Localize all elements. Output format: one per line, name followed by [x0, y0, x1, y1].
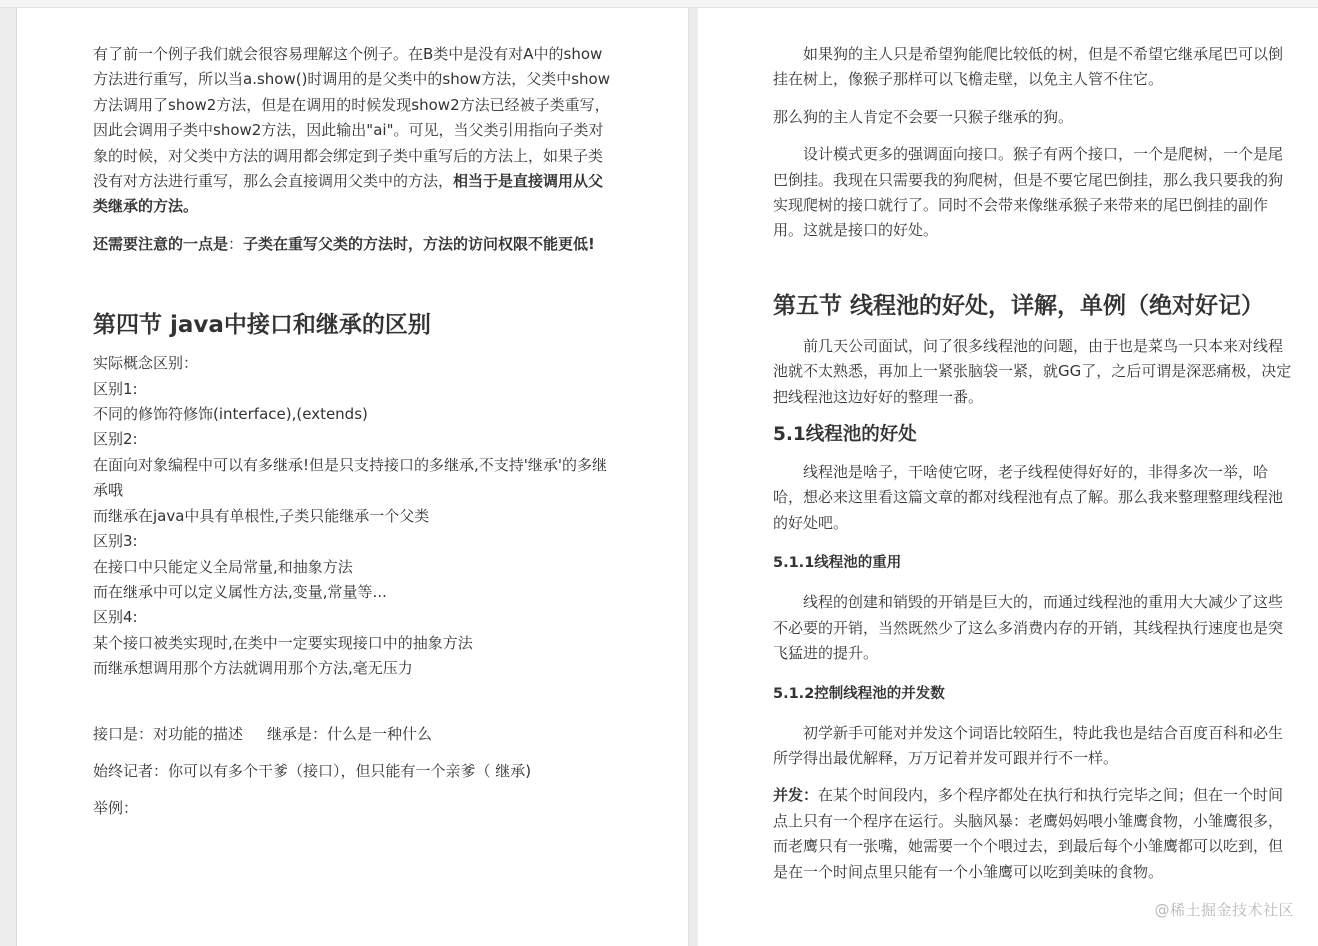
- paragraph-emphasis: 相当于是直接调用从父类继承的方法。: [93, 172, 604, 216]
- difference-line: 实际概念区别：: [93, 354, 199, 373]
- paragraph-remember: 始终记者：你可以有多个干爹（接口），但只能有一个亲爹（ 继承): [93, 761, 532, 780]
- paragraph-concurrency-intro: 初学新手可能对并发这个词语比较陌生，特此我也是结合百度百科和必生所学得出最优解释，万万记着并发可跟并行不一样。: [773, 723, 1284, 767]
- watermark: @稀土掘金技术社区: [1154, 901, 1294, 919]
- difference-line: 某个接口被类实现时,在类中一定要实现接口中的抽象方法: [93, 633, 473, 652]
- concurrency-label: 并发：: [773, 786, 819, 805]
- interface-definition: 接口是：对功能的描述: [93, 724, 244, 743]
- difference-list: [93, 351, 613, 681]
- paragraph-definitions: [93, 722, 613, 747]
- difference-line: 在面向对象编程中可以有多继承!但是只支持接口的多继承,不支持'继承'的多继承哦: [93, 455, 608, 500]
- note-separator: ：: [228, 234, 244, 253]
- note-label: 还需要注意的一点是: [93, 234, 229, 253]
- paragraph-interview: 前几天公司面试，问了很多线程池的问题，由于也是菜鸟一只本来对线程池就不太熟悉，再加上一紧张脑袋一紧，就GG了，之后可谓是深恶痛极，决定把线程池这边好好的整理一番。: [773, 336, 1292, 406]
- viewer-left-margin: [0, 8, 17, 946]
- difference-line: 区别2:: [93, 430, 138, 449]
- concurrency-text: 在某个时间段内，多个程序都处在执行和执行完毕之间；但在一个时间点上只有一个程序在运行。头脑风暴：老鹰妈妈喂小雏鹰食物，小雏鹰很多，而老鹰只有一张嘴，她需要一个个喂过去，到最后每个小雏鹰都可以吃到，但是在一个时间点里只能有一个小雏鹰可以吃到美味的食物。: [773, 786, 1284, 881]
- paragraph-concurrency-definition: [773, 783, 1293, 885]
- paragraph-override-explanation: [93, 42, 613, 220]
- inheritance-definition: 继承是：什么是一种什么: [267, 724, 433, 743]
- viewer-top-bar: [0, 0, 1318, 8]
- paragraph-dog-owner: 如果狗的主人只是希望狗能爬比较低的树，但是不希望它继承尾巴可以倒挂在树上，像猴子那样可以飞檐走壁，以免主人管不住它。: [773, 45, 1284, 89]
- difference-line: 区别1:: [93, 379, 138, 398]
- difference-line: 而继承在java中具有单根性,子类只能继承一个父类: [93, 506, 430, 525]
- paragraph-text: 有了前一个例子我们就会很容易理解这个例子。在B类中是没有对A中的show方法进行重写，所以当a.show()时调用的是父类中的show方法，父类中show方法调用了show2方法，但是在调用的时候发现show2方法已经被子类重写，因此会调用子类中show2方法，因此输出"ai"。可见，当父类引用指向子类对象的时候，对父类中方法的调用都会绑定到子类中重写后的方法上，如果子类没有对方法进行重写，那么会直接调用父类中的方法，: [93, 45, 610, 191]
- subsection-heading-5-1: 5.1线程池的好处: [773, 424, 917, 446]
- paragraph-reuse: 线程的创建和销毁的开销是巨大的，而通过线程池的重用大大减少了这些不必要的开销，当然既然少了这么多消费内存的开销，其线程执行速度也是突飞猛进的提升。: [773, 593, 1284, 663]
- difference-line: 区别3:: [93, 532, 138, 551]
- page-left-content: [93, 42, 613, 834]
- paragraph-what-is-pool: 线程池是啥子，干啥使它呀，老子线程使得好好的，非得多次一举，哈哈，想必来这里看这篇文章的都对线程池有点了解。那么我来整理整理线程池的好处吧。: [773, 463, 1284, 532]
- paragraph-monkey-dog: 那么狗的主人肯定不会要一只猴子继承的狗。: [773, 107, 1074, 126]
- document-page-left: [17, 8, 688, 946]
- difference-line: 而继承想调用那个方法就调用那个方法,毫无压力: [93, 659, 413, 678]
- section-heading-4: 第四节 java中接口和继承的区别: [93, 312, 431, 339]
- difference-line: 区别4:: [93, 608, 138, 627]
- paragraph-design-pattern: 设计模式更多的强调面向接口。猴子有两个接口，一个是爬树，一个是尾巴倒挂。我现在只需要我的狗爬树，但是不要它尾巴倒挂，那么我只要我的狗实现爬树的接口就行了。同时不会带来像继承猴子来带来的尾巴倒挂的副作用。这就是接口的好处。: [773, 145, 1284, 240]
- subsection-heading-5-1-2: 5.1.2控制线程池的并发数: [773, 685, 945, 702]
- section-heading-5: 第五节 线程池的好处，详解，单例（绝对好记）: [773, 292, 1265, 319]
- difference-line: 不同的修饰符修饰(interface),(extends): [93, 405, 368, 424]
- subsection-heading-5-1-1: 5.1.1线程池的重用: [773, 555, 902, 572]
- note-text: 子类在重写父类的方法时，方法的访问权限不能更低!: [243, 234, 595, 253]
- document-page-right: [698, 8, 1318, 946]
- paragraph-example-label: 举例：: [93, 799, 139, 818]
- difference-line: 在接口中只能定义全局常量,和抽象方法: [93, 557, 353, 576]
- page-right-content: [773, 42, 1293, 897]
- difference-line: 而在继承中可以定义属性方法,变量,常量等...: [93, 582, 387, 601]
- paragraph-access-note: [93, 232, 613, 257]
